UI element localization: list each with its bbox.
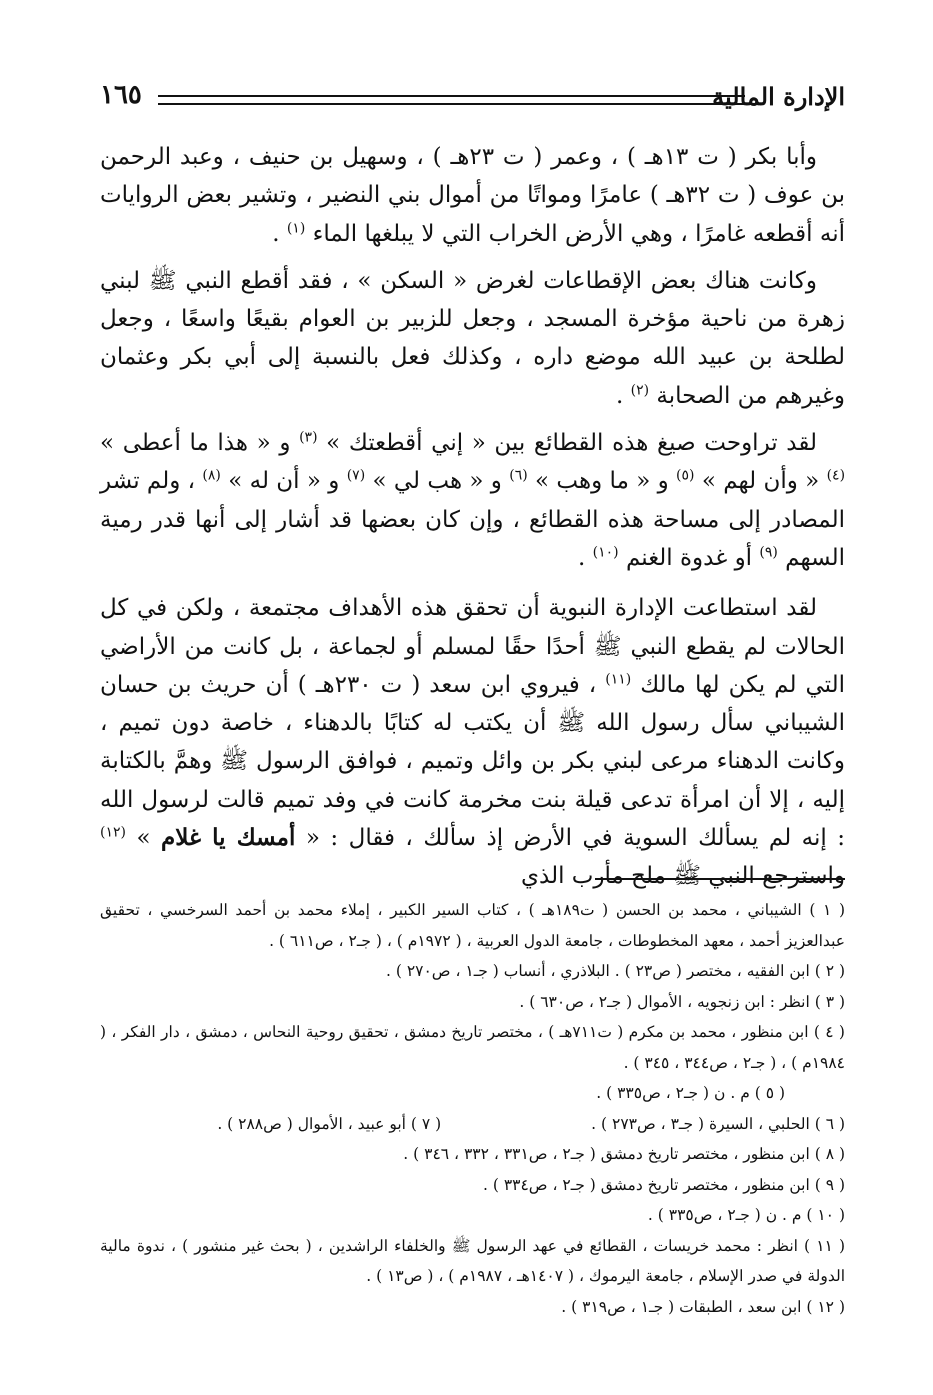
- footnote-ref: (٥): [676, 467, 695, 484]
- body-text: [100, 138, 845, 905]
- footnote-9: ( ٩ ) ابن منظور ، مختصر تاريخ دمشق ( جـ٢ ، ص٣٣٤ ) .: [482, 1175, 845, 1194]
- paragraph-text: .: [272, 220, 287, 247]
- paragraph-text: ، فيروي ابن سعد ( ت ٢٣٠هـ ) أن حريث بن حسان الشيباني سأل رسول الله ﷺ أن يكتب له كتابًا بالدهناء ، خاصة دون تميم ، وكانت الدهناء مرعى لبني بكر بن وائل وتميم ، فوافق الرسول ﷺ وهمَّ بالكتابة إليه ، إلا أن امرأة تدعى قيلة بنت مخرمة كانت في وفد تميم قالت لرسول الله : إنه لم يسألك السوية في الأرض إذ سألك ، فقال : «: [100, 671, 846, 852]
- paragraph-text: لقد استطاعت الإدارة النبوية أن تحقق هذه الأهداف مجتمعة ، ولكن في كل الحالات لم يقطع النبي ﷺ أحدًا حقًا لمسلم أو لجماعة ، بل كانت من الأراضي التي لم يكن لها مالك: [100, 595, 846, 698]
- paragraph-text: و « أن له »: [228, 468, 347, 495]
- footnote-2: ( ٢ ) ابن الفقيه ، مختصر ( ص٢٣ ) . البلاذري ، أنساب ( جـ١ ، ص٢٧٠ ) .: [385, 962, 845, 980]
- paragraph-text: لقد تراوحت صيغ هذه القطائع بين « إني أقطعتك »: [326, 430, 818, 457]
- footnote-ref: (٦): [509, 467, 528, 484]
- page-number: ١٦٥: [100, 80, 142, 110]
- footnote-12: ( ١٢ ) ابن سعد ، الطبقات ( جـ١ ، ص٣١٩ ) .: [561, 1297, 845, 1316]
- paragraph-text: واسترجع النبي ﷺ ملح مأرب الذي: [521, 863, 845, 890]
- running-head: الإدارة المالية: [712, 82, 845, 111]
- footnote-pair-6-7: [100, 1109, 845, 1140]
- paragraph-text: وكانت هناك بعض الإقطاعات لغرض « السكن » ، فقد أقطع النبي ﷺ لبني زهرة من ناحية مؤخرة المسجد ، وجعل للزبير بن العوام بقيعًا واسعًا ، وجعل لطلحة بن عبيد الله موضع داره ، وكذلك فعل بالنسبة إلى أبي بكر وعثمان وغيرهم من الصحابة: [100, 267, 845, 409]
- footnote-ref: (١٠): [592, 544, 619, 561]
- paragraph-2: [100, 262, 845, 415]
- paragraph-text: .: [616, 382, 631, 409]
- paragraph-4: [100, 589, 845, 895]
- footnote-separator: [595, 878, 845, 880]
- footnote-ref: (١): [286, 219, 306, 236]
- footnote-pair-5-7: [100, 1078, 845, 1109]
- footnote-ref: (٣): [299, 429, 318, 446]
- paragraph-text: و « ما وهب »: [535, 468, 677, 495]
- paragraph-text: « وأن لهم »: [701, 468, 827, 495]
- footnote-4: ( ٤ ) ابن منظور ، محمد بن مكرم ( ت٧١١هـ ) ، مختصر تاريخ دمشق ، تحقيق روحية النحاس ، دمشق ، دار الفكر ، ( ١٩٨٤م ) ، ( جـ٢ ، ص٣٤٤ ، ٣٤٥ ) .: [100, 1023, 845, 1072]
- paragraph-1: [100, 138, 845, 253]
- footnote-8: ( ٨ ) ابن منظور ، مختصر تاريخ دمشق ( جـ٢ ، ص٣٣١ ، ٣٣٢ ، ٣٤٦ ) .: [403, 1145, 845, 1163]
- footnote-11: ( ١١ ) انظر : محمد خريسات ، القطائع في عهد الرسول ﷺ والخلفاء الراشدين ، ( بحث غير منشور ) ، ندوة مالية الدولة في صدر الإسلام ، جامعة اليرموك ، ( ١٤٠٧هـ ، ١٩٨٧م ) ، ( ص١٣ ) .: [100, 1236, 845, 1285]
- paragraph-text: وأبا بكر ( ت ١٣هـ ) ، وعمر ( ت ٢٣هـ ) ، وسهيل بن حنيف ، وعبد الرحمن بن عوف ( ت ٣٢هـ ) عامرًا ومواتًا من أموال بني النضير ، وتشير بعض الروايات أنه أقطعه غامرًا ، وهي الأرض الخراب التي لا يبلغها الماء: [100, 144, 845, 247]
- footnotes: [100, 895, 845, 1322]
- paragraph-text: .: [578, 544, 593, 571]
- paragraph-3: [100, 424, 845, 577]
- footnote-3: ( ٣ ) انظر : ابن زنجويه ، الأموال ( جـ٢ ، ص٦٣٠ ) .: [519, 992, 845, 1011]
- footnote-ref: (٤): [826, 467, 846, 484]
- paragraph-text: و « هب لي »: [372, 468, 510, 495]
- footnote-1: ( ١ ) الشيباني ، محمد بن الحسن ( ت١٨٩هـ ) ، كتاب السير الكبير ، إملاء محمد بن أحمد السرخسي ، تحقيق عبدالعزيز أحمد ، معهد المخطوطات ، جامعة الدول العربية ، ( ١٩٧٢م ) ، ( جـ٢ ، ص٦١١ ) .: [100, 901, 845, 950]
- footnote-ref: (٩): [759, 544, 778, 561]
- footnote-7: ( ٧ ) أبو عبيد ، الأموال ( ص٢٨٨ ) .: [217, 1114, 442, 1133]
- footnote-5: ( ٥ ) م . ن ( جـ٢ ، ص٣٣٥ ) .: [596, 1084, 785, 1102]
- footnote-ref: (٢): [630, 382, 650, 399]
- header-double-rule: [158, 95, 745, 105]
- footnote-ref: (٨): [202, 467, 221, 484]
- footnote-ref: (٧): [346, 467, 366, 484]
- paragraph-text: أو غدوة الغنم: [625, 544, 760, 571]
- spacer: [441, 1109, 591, 1140]
- page-header: [100, 78, 845, 118]
- footnote-ref: (١٢): [100, 824, 126, 841]
- footnote-ref: (١١): [605, 671, 632, 688]
- footnote-6: ( ٦ ) الحلبي ، السيرة ( جـ٣ ، ص٢٧٣ ) .: [591, 1114, 845, 1133]
- spacer: [785, 1078, 845, 1109]
- footnote-10: ( ١٠ ) م . ن ( جـ٢ ، ص٣٣٥ ) .: [647, 1206, 845, 1224]
- paragraph-text: »: [136, 825, 162, 852]
- paragraph-text: ، ولم تشر المصادر إلى مساحة هذه القطائع ، وإن كان بعضها قد أشار إلى أنها قدر رمية السهم: [100, 468, 845, 571]
- paragraph-text: و « هذا ما أعطى »: [100, 430, 300, 457]
- bold-quote: أمسك يا غلام: [161, 824, 296, 852]
